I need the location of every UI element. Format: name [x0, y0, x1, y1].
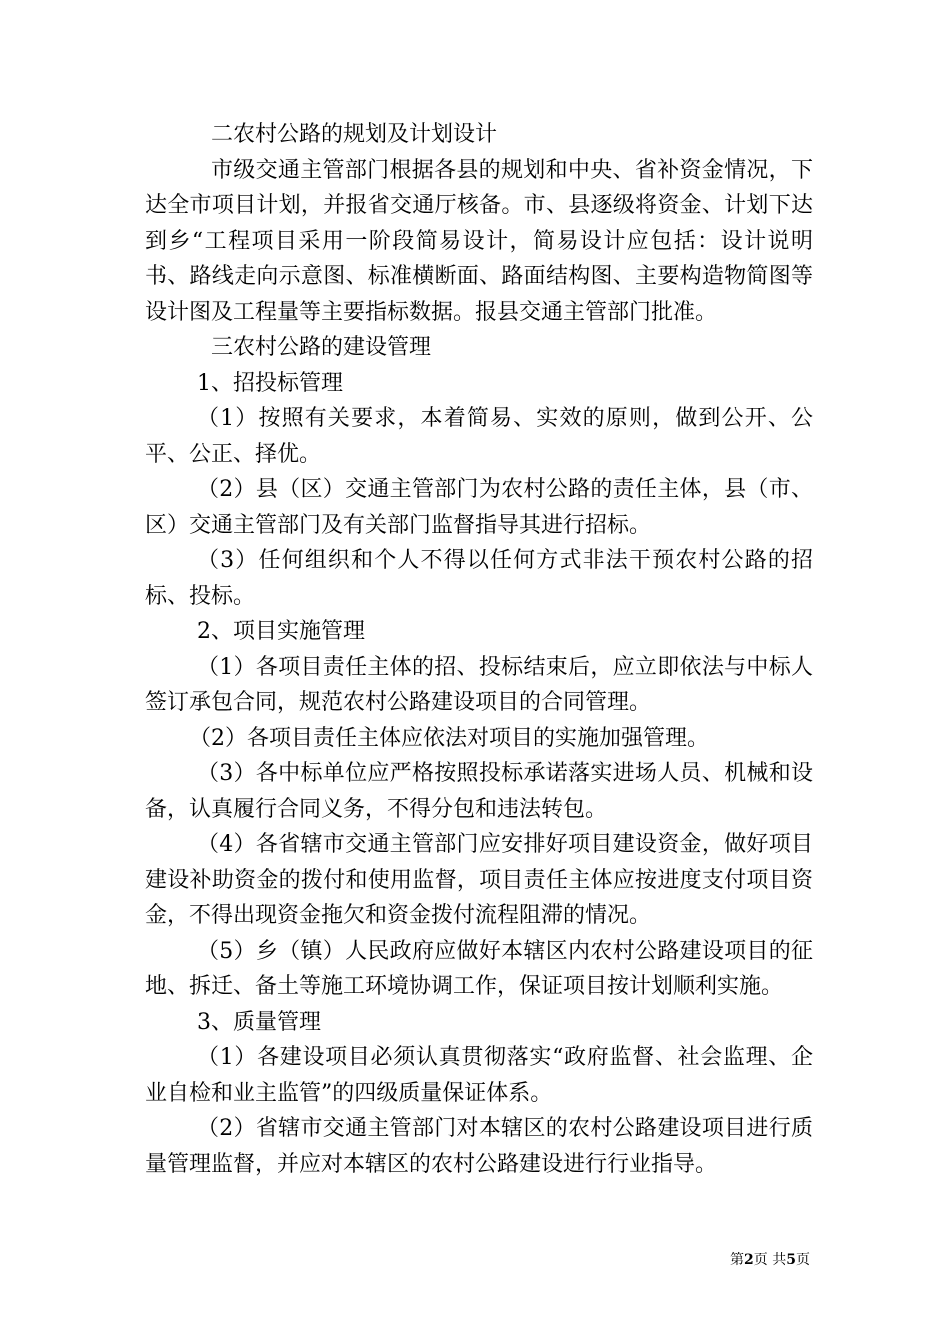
paragraph-implementation-4: （4）各省辖市交通主管部门应安排好项目建设资金，做好项目建设补助资金的拨付和使用监督，项目责任主体应按进度支付项目资金，不得出现资金拖欠和资金拨付流程阻滞的情况。	[145, 832, 813, 928]
paragraph-implementation-2: （2）各项目责任主体应依法对项目的实施加强管理。	[189, 725, 709, 751]
paragraph-bidding-3: （3）任何组织和个人不得以任何方式非法干预农村公路的招标、投标。	[145, 548, 813, 609]
subheading-quality: 3、质量管理	[197, 1009, 321, 1035]
footer-prefix: 第	[730, 1252, 745, 1268]
paragraph-bidding-1: （1）按照有关要求，本着简易、实效的原则，做到公开、公平、公正、择优。	[145, 406, 813, 467]
total-page-count: 5	[786, 1252, 796, 1268]
paragraph-implementation-3: （3）各中标单位应严格按照投标承诺落实进场人员、机械和设备，认真履行合同义务，不得分包和违法转包。	[145, 761, 813, 822]
subheading-implementation: 2、项目实施管理	[197, 619, 365, 644]
paragraph-planning-body: 市级交通主管部门根据各县的规划和中央、省补资金情况，下达全市项目计划，并报省交通厅核备。市、县逐级将资金、计划下达到乡“工程项目采用一阶段简易设计，简易设计应包括：设计说明书、路线走向示意图、标准横断面、路面结构图、主要构造物简图等设计图及工程量等主要指标数据。报县交通主管部门批准。	[145, 157, 813, 325]
paragraph-quality-1: （1）各建设项目必须认真贯彻落实“政府监督、社会监理、企业自检和业主监管”的四级质量保证体系。	[145, 1045, 813, 1106]
paragraph-quality-2: （2）省辖市交通主管部门对本辖区的农村公路建设项目进行质量管理监督，并应对本辖区的农村公路建设进行行业指导。	[145, 1116, 813, 1177]
subheading-bidding: 1、招投标管理	[197, 370, 343, 396]
section-heading-construction: 三农村公路的建设管理	[211, 335, 432, 360]
paragraph-bidding-2: （2）县（区）交通主管部门为农村公路的责任主体，县（市、区）交通主管部门及有关部门监督指导其进行招标。	[145, 477, 813, 538]
footer-middle: 页 共	[753, 1252, 787, 1268]
document-body	[145, 117, 813, 1182]
paragraph-implementation-1: （1）各项目责任主体的招、投标结束后，应立即依法与中标人签订承包合同，规范农村公路建设项目的合同管理。	[145, 654, 813, 715]
footer-suffix: 页	[796, 1252, 810, 1268]
current-page-number: 2	[744, 1252, 754, 1268]
section-heading-planning: 二农村公路的规划及计划设计	[211, 122, 498, 147]
paragraph-implementation-5: （5）乡（镇）人民政府应做好本辖区内农村公路建设项目的征地、拆迁、备土等施工环境协调工作，保证项目按计划顺利实施。	[145, 938, 813, 999]
page-number-footer	[680, 1251, 810, 1269]
